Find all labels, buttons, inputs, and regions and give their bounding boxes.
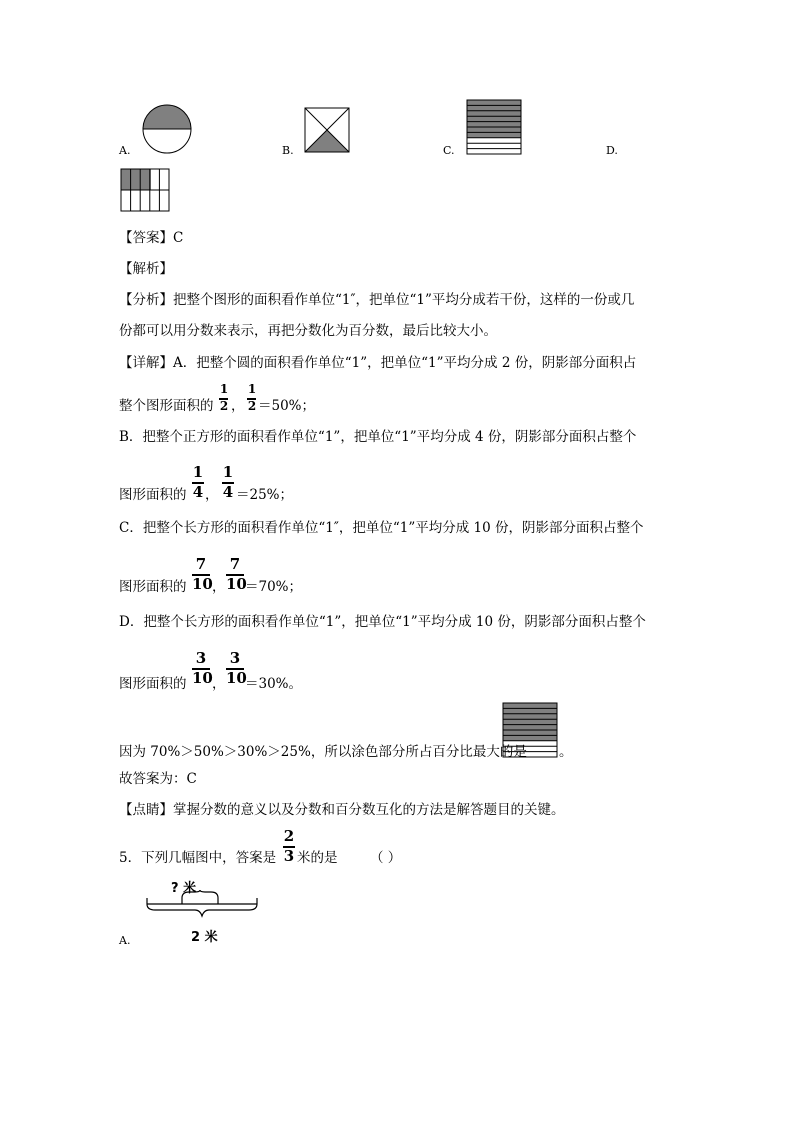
grid-shaded-cells xyxy=(121,169,151,190)
option-b-label: B. xyxy=(282,144,294,157)
half-shaded-circle-figure xyxy=(142,104,192,154)
circle-shaded-half xyxy=(143,105,191,129)
xiangjie-b-line-2-prefix: 图形面积的 xyxy=(119,487,187,503)
xiangjie-b-result: ＝25%； xyxy=(236,487,294,503)
frac-b2-numerator: 1 xyxy=(222,463,234,481)
q5-segment-diagram xyxy=(143,890,261,920)
xiangjie-a-text: A．把整个圆的面积看作单位“1”，把单位“1”平均分成 2 份，阴影部分面积占 xyxy=(173,355,637,371)
xiangjie-c-line-2-prefix: 图形面积的 xyxy=(119,579,187,595)
option-a-label: A. xyxy=(119,144,131,157)
frac-a-numerator: 1 xyxy=(219,382,229,396)
q5-frac-numerator: 2 xyxy=(283,827,295,845)
frac-a2-denominator: 2 xyxy=(247,399,257,413)
frac-d-denominator: 10 xyxy=(192,669,213,687)
dianjing-line xyxy=(119,802,565,818)
frac-c2-numerator: 7 xyxy=(229,555,241,573)
xiangjie-d-line-1: D．把整个长方形的面积看作单位“1”，把单位“1”平均分成 10 份，阴影部分面积占整个 xyxy=(119,614,646,630)
dianjing-tag: 【点睛】 xyxy=(119,802,173,818)
frac-b-separator: ， xyxy=(205,487,219,503)
square-shaded-triangle xyxy=(305,130,349,152)
frac-d2-numerator: 3 xyxy=(229,649,241,667)
q5-bottom-brace xyxy=(147,898,257,916)
conclusion-line: 因为 70%＞50%＞30%＞25%，所以涂色部分所占百分比最大的是 xyxy=(119,744,527,760)
frac-c-numerator: 7 xyxy=(195,555,207,573)
dianjing-text: 掌握分数的意义以及分数和百分数互化的方法是解答题目的关键。 xyxy=(173,802,565,818)
frac-a2-numerator: 1 xyxy=(247,382,257,396)
frac-d-separator: ， xyxy=(212,676,226,692)
frac-d2-denominator: 10 xyxy=(226,669,247,687)
question5-prefix: 5．下列几幅图中，答案是 xyxy=(119,850,277,866)
frac-b-denominator: 4 xyxy=(192,483,204,501)
answer-line: 【答案】C xyxy=(119,230,184,246)
fenxi-tag: 【分析】 xyxy=(119,292,173,308)
quarter-shaded-square-figure xyxy=(304,107,350,153)
fenxi-text-1: 把整个图形的面积看作单位“1″，把单位“1”平均分成若干份，这样的一份或几 xyxy=(173,292,635,308)
option-c-label: C. xyxy=(443,144,455,157)
xiangjie-d-line-2-prefix: 图形面积的 xyxy=(119,676,187,692)
fenxi-line-2: 份都可以用分数来表示，再把分数化为百分数，最后比较大小。 xyxy=(119,323,497,339)
frac-a-denominator: 2 xyxy=(219,399,229,413)
fenxi-line-1 xyxy=(119,292,634,308)
frac-c2-denominator: 10 xyxy=(226,575,247,593)
analysis-heading: 【解析】 xyxy=(119,261,173,277)
xiangjie-a-line-2-prefix: 整个图形面积的 xyxy=(119,398,214,414)
striped-rectangle-7-10-figure xyxy=(466,99,522,155)
q5-top-brace xyxy=(182,890,218,898)
frac-d-numerator: 3 xyxy=(195,649,207,667)
conclusion-end: 。 xyxy=(559,744,573,760)
q5-frac-denominator: 3 xyxy=(283,847,295,865)
q5-option-a-label: A. xyxy=(119,934,131,947)
frac-c-denominator: 10 xyxy=(192,575,213,593)
xiangjie-c-line-1: C．把整个长方形的面积看作单位“1″，把单位“1”平均分成 10 份，阴影部分面积占整个 xyxy=(119,520,644,536)
frac-c-separator: ， xyxy=(212,579,226,595)
frac-a-separator: ， xyxy=(231,398,245,414)
question5-suffix: 米的是 xyxy=(297,850,338,866)
q5-top-label: ? 米 xyxy=(171,881,197,896)
xiangjie-a-result: ＝50%； xyxy=(258,398,316,414)
conclusion-striped-rectangle-figure xyxy=(502,702,558,758)
xiangjie-tag: 【详解】 xyxy=(119,355,173,371)
xiangjie-c-result: ＝70%； xyxy=(245,579,303,595)
option-d-label: D. xyxy=(606,144,618,157)
final-answer: 故答案为：C xyxy=(119,771,197,787)
question5-answer-paren: （ ） xyxy=(370,850,402,866)
grid-3-10-figure xyxy=(120,168,170,212)
xiangjie-d-result: ＝30%。 xyxy=(245,676,303,692)
frac-b2-denominator: 4 xyxy=(222,483,234,501)
xiangjie-a-line-1 xyxy=(119,355,636,371)
q5-bottom-label: 2 米 xyxy=(191,930,218,945)
frac-b-numerator: 1 xyxy=(192,463,204,481)
xiangjie-b-line-1: B．把整个正方形的面积看作单位“1”，把单位“1”平均分成 4 份，阴影部分面积占整个 xyxy=(119,429,637,445)
